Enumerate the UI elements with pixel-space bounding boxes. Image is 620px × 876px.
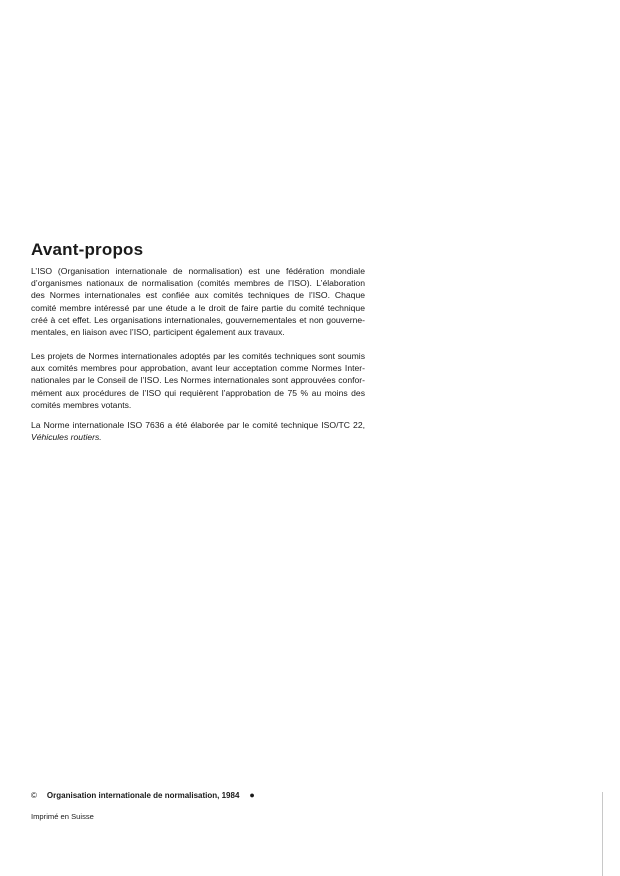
text-line: créé à cet effet. Les organisations internationales, gouvernementales et non gouverne- (31, 314, 365, 325)
text-line: mentales, en liaison avec l’ISO, participent également aux travaux. (31, 327, 285, 338)
paragraph-iso-description (31, 265, 365, 338)
printed-in-label: Imprimé en Suisse (31, 812, 94, 821)
text-line: Les projets de Normes internationales adoptés par les comités techniques sont soumis (31, 351, 365, 361)
text-line: nationales par le Conseil de l’ISO. Les Normes internationales sont approuvées confor- (31, 375, 365, 386)
committee-title: Véhicules routiers. (31, 432, 102, 443)
text-line: d’organismes nationaux de normalisation (comités membres de l’ISO). L’élaboration (31, 278, 365, 289)
text-line: mément aux procédures de l’ISO qui requièrent l’approbation de 75 % au moins des (31, 387, 365, 398)
copyright-icon: © (31, 791, 37, 800)
text-line: des Normes internationales est confiée aux comités techniques de l’ISO. Chaque (31, 290, 365, 301)
paragraph-standard-origin (31, 419, 365, 443)
text-line: L’ISO (Organisation internationale de normalisation) est une fédération mondiale (31, 266, 365, 276)
bullet-icon: ● (249, 790, 255, 800)
text-line: comité membre intéressé par une étude a le droit de faire partie du comité technique (31, 302, 365, 313)
text-line: comités membres votants. (31, 399, 132, 410)
page-title: Avant-propos (31, 240, 144, 259)
text-line: La Norme internationale ISO 7636 a été élaborée par le comité technique ISO/TC 22, (31, 420, 365, 430)
paragraph-approval-process (31, 350, 365, 411)
copyright-notice (31, 790, 255, 800)
copyright-text: Organisation internationale de normalisation, 1984 (46, 791, 240, 800)
text-line: aux comités membres pour approbation, avant leur acceptation comme Normes Inter- (31, 363, 365, 374)
scan-margin-line (602, 792, 603, 876)
